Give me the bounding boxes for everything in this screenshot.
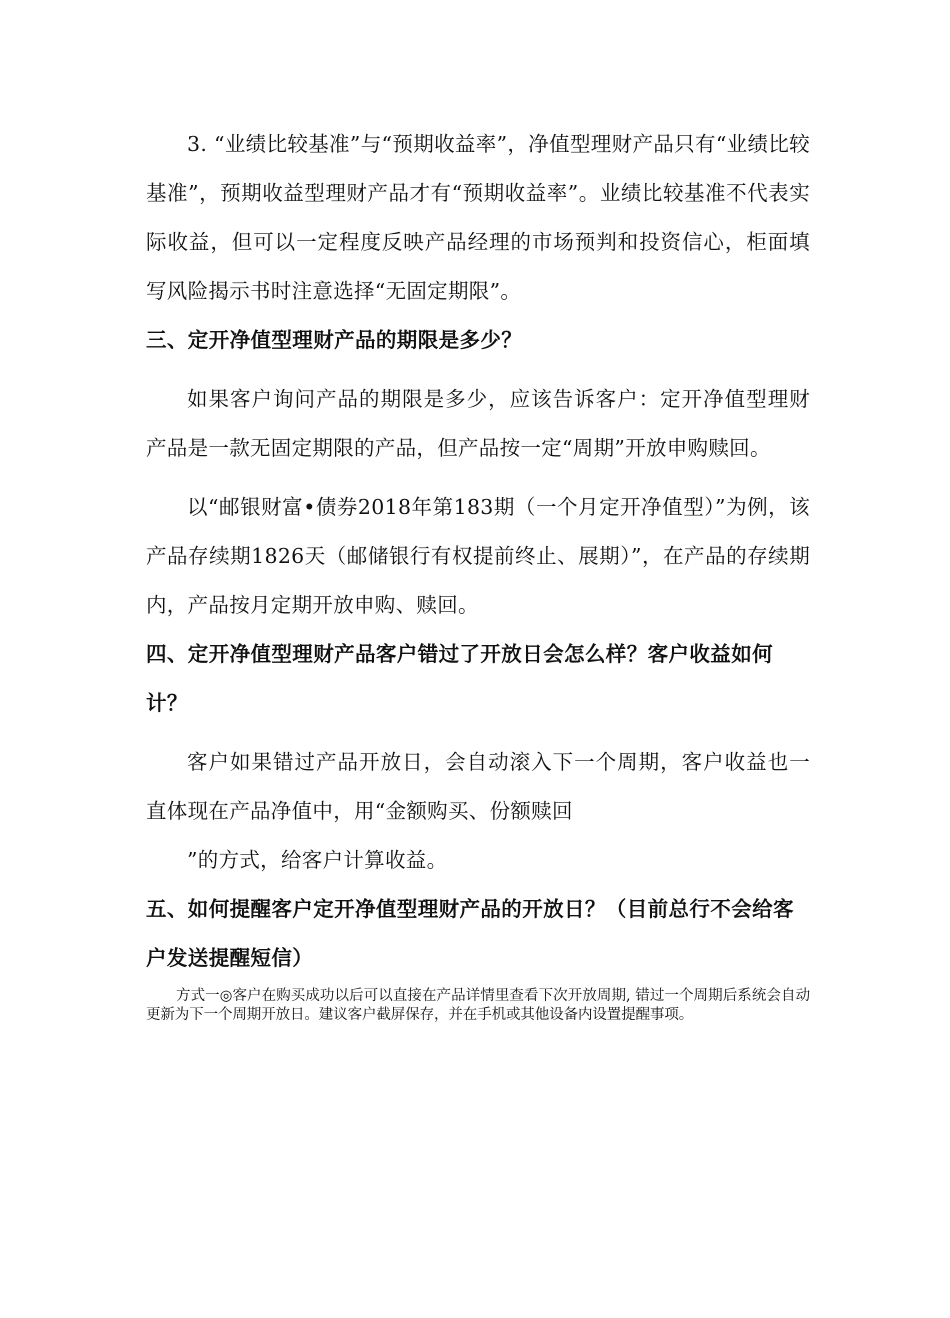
spacer	[146, 365, 810, 375]
heading-section-4: 四、定开净值型理财产品客户错过了开放日会怎么样？客户收益如何计？	[146, 642, 773, 715]
paragraph-method-one: 方式一◎客户在购买成功以后可以直接在产品详情里查看下次开放周期, 错过一个周期后系统会自动更新为下一个周期开放日。建议客户截屏保存，并在手机或其他设备内设置提醒事项。	[146, 988, 810, 1023]
heading-section-3: 三、定开净值型理财产品的期限是多少？	[146, 328, 523, 352]
paragraph-benchmark: 3. “业绩比较基准”与“预期收益率”，净值型理财产品只有“业绩比较基准”，预期收益型理财产品才有“预期收益率”。业绩比较基准不代表实际收益，但可以一定程度反映产品经理的市场预判和投资信心，柜面填写风险揭示书时注意选择“无固定期限”。	[146, 132, 810, 303]
paragraph-missed-open-day: 客户如果错过产品开放日，会自动滚入下一个周期，客户收益也一直体现在产品净值中，用“金额购买、份额赎回	[146, 750, 810, 823]
document-page	[146, 120, 810, 1025]
paragraph-missed-open-day-continuation: ”的方式，给客户计算收益。	[187, 848, 448, 872]
paragraph-example: 以“邮银财富•债券2018年第183期（一个月定开净值型）”为例，该产品存续期1826天（邮储银行有权提前终止、展期）”，在产品的存续期内，产品按月定期开放申购、赎回。	[146, 495, 810, 617]
heading-section-5: 五、如何提醒客户定开净值型理财产品的开放日？（目前总行不会给客户发送提醒短信）	[146, 897, 794, 970]
spacer	[146, 728, 810, 738]
spacer	[146, 473, 810, 483]
paragraph-term-answer: 如果客户询问产品的期限是多少，应该告诉客户：定开净值型理财产品是一款无固定期限的产品，但产品按一定“周期”开放申购赎回。	[146, 387, 810, 460]
